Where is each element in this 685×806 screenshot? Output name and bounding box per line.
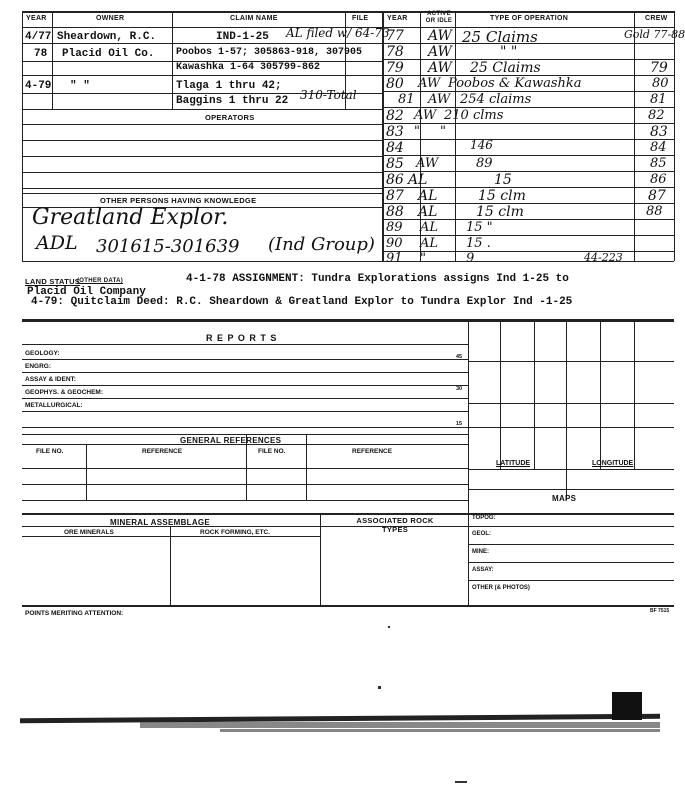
activity-status: ": [420, 251, 426, 266]
activity-operation: 15 .: [466, 236, 491, 251]
activity-crew: 80: [652, 76, 669, 91]
activity-operation: 89: [476, 156, 493, 171]
activity-operation: Poobos & Kawashka: [448, 76, 582, 91]
owner-row-3-claim: Kawashka 1-64 305799-862: [176, 62, 321, 73]
activity-year: 77: [386, 28, 404, 44]
side-num-30: 30: [456, 386, 463, 392]
scan-block-mark: [612, 692, 642, 720]
maps-title: MAPS: [552, 494, 577, 503]
activity-crew: 84: [650, 140, 667, 155]
report-engrg: ENGRG:: [25, 363, 51, 370]
baggins-handwritten-note: 310-Total: [300, 88, 357, 102]
owner-row-2-claim: Poobos 1-57; 305863-918, 307905: [176, 47, 363, 58]
activity-crew: 87: [648, 188, 666, 204]
header-year-2: YEAR: [387, 15, 408, 22]
activity-crew: 44-223: [584, 251, 623, 264]
owner-row-4-year: 4-79: [25, 80, 52, 92]
activity-operation: 15 clm: [476, 204, 524, 220]
activity-year: 85: [386, 156, 404, 172]
header-claim-name: CLAIM NAME: [230, 15, 278, 22]
activity-status: AL: [418, 188, 438, 204]
owner-row-1-owner: Sheardown, R.C.: [57, 31, 157, 43]
mineral-assemblage-title: MINERAL ASSEMBLAGE: [110, 518, 211, 527]
side-num-45: 45: [456, 354, 463, 360]
points-meriting-attention-label: POINTS MERITING ATTENTION:: [25, 610, 124, 617]
activity-status: AW: [418, 76, 441, 91]
activity-crew: 83: [650, 124, 668, 140]
activity-operation: 15 clm: [478, 188, 526, 204]
maps-topog: TOPOG:: [472, 515, 496, 521]
other-persons-label: OTHER PERSONS HAVING KNOWLEDGE: [100, 196, 257, 205]
reports-title: R E P O R T S: [206, 333, 278, 343]
activity-operation: 25 Claims: [470, 60, 541, 76]
activity-status: AL: [408, 172, 428, 188]
header-crew: CREW: [645, 15, 668, 22]
activity-operation: 146: [470, 138, 493, 152]
ref-col-reference-2: REFERENCE: [352, 448, 393, 455]
activity-year: 89: [386, 220, 403, 235]
activity-status: AW: [416, 156, 439, 171]
form-number: BF 7515: [650, 608, 670, 614]
header-active-idle: ACTIVE OR IDLE: [425, 11, 453, 24]
activity-crew: 86: [650, 172, 667, 187]
report-geophys: GEOPHYS. & GEOCHEM:: [25, 389, 104, 396]
maps-other: OTHER (& PHOTOS): [472, 585, 530, 591]
land-status-line-2: 4-79: Quitclaim Deed: R.C. Sheardown & Greatland Explor to Tundra Explor Ind -1-25: [31, 296, 573, 308]
ref-col-file-no-2: FILE NO.: [258, 448, 286, 455]
ref-col-file-no-1: FILE NO.: [36, 448, 64, 455]
activity-status: AL: [418, 204, 438, 220]
land-status-line-1: Placid Oil Company: [27, 286, 146, 298]
activity-year: 81: [398, 92, 415, 107]
other-persons-adl: ADL: [36, 232, 78, 254]
activity-status: AL: [420, 220, 439, 235]
land-status-assignment: 4-1-78 ASSIGNMENT: Tundra Explorations assigns Ind 1-25 to: [186, 273, 569, 285]
land-status-sublabel: (OTHER DATA): [77, 278, 124, 284]
activity-year: 86: [386, 172, 404, 188]
owner-row-2-year: 78: [34, 48, 48, 60]
activity-year: 79: [386, 60, 404, 76]
activity-year: 84: [386, 140, 404, 156]
report-assay: ASSAY & IDENT:: [25, 376, 76, 383]
owner-row-4-claim: Tlaga 1 thru 42;: [176, 80, 282, 92]
activity-year: 88: [386, 204, 404, 220]
activity-year: 90: [386, 236, 403, 251]
owner-row-1-year: 4/77: [25, 31, 52, 43]
activity-year: 78: [386, 44, 404, 60]
activity-operation: ": [440, 124, 446, 139]
activity-crew: 79: [650, 60, 668, 76]
activity-crew: 82: [648, 108, 665, 123]
header-owner: OWNER: [96, 15, 125, 22]
claim-handwritten-note: AL filed w/ 64-73: [286, 26, 390, 40]
owner-row-2-owner: Placid Oil Co.: [62, 48, 155, 60]
activity-crew: Gold 77-88: [624, 28, 685, 41]
land-status-label: LAND STATUS: [25, 277, 81, 286]
other-persons-adl-numbers: 301615-301639: [96, 236, 240, 257]
report-metallurgical: METALLURGICAL:: [25, 402, 83, 409]
general-references-title: GENERAL REFERENCES: [180, 436, 282, 445]
other-persons-ind-group: (Ind Group): [268, 234, 375, 255]
ref-col-reference-1: REFERENCE: [142, 448, 183, 455]
activity-operation: 25 Claims: [462, 28, 538, 46]
activity-crew: 81: [650, 92, 667, 107]
activity-status: ": [414, 124, 420, 139]
operators-label: OPERATORS: [205, 113, 255, 122]
activity-year: 83: [386, 124, 404, 140]
activity-operation: 15 ": [466, 220, 493, 235]
activity-year: 87: [386, 188, 404, 204]
activity-status: AW: [414, 108, 437, 123]
latitude-label: LATITUDE: [496, 460, 531, 467]
activity-year: 82: [386, 108, 404, 124]
activity-year: 80: [386, 76, 404, 92]
owner-row-4-owner: " ": [70, 80, 90, 92]
header-type-of-operation: TYPE OF OPERATION: [490, 15, 569, 22]
header-year: YEAR: [26, 15, 47, 22]
activity-operation: 254 claims: [460, 92, 532, 107]
activity-operation: " ": [500, 44, 518, 60]
activity-operation: 15: [494, 172, 512, 188]
activity-crew: 85: [650, 156, 667, 171]
activity-crew: 88: [646, 204, 663, 219]
activity-status: AW: [428, 60, 452, 76]
activity-status: AW: [428, 44, 452, 60]
activity-year: 91: [386, 251, 403, 266]
activity-operation: 9: [466, 251, 475, 266]
header-file: FILE: [352, 15, 369, 22]
longitude-label: LONGITUDE: [592, 460, 634, 467]
ore-minerals-label: ORE MINERALS: [64, 529, 114, 536]
maps-mine: MINE:: [472, 549, 489, 555]
maps-assay: ASSAY:: [472, 567, 494, 573]
owner-row-1-claim: IND-1-25: [216, 31, 269, 43]
report-geology: GEOLOGY:: [25, 350, 60, 357]
side-num-15: 15: [456, 421, 463, 427]
activity-status: AW: [428, 28, 452, 44]
activity-status: AW: [428, 92, 451, 107]
activity-operation: 210 clms: [444, 108, 504, 123]
associated-rock-types-label: ASSOCIATED ROCK TYPES: [356, 516, 434, 534]
other-persons-line-1: Greatland Explor.: [32, 205, 229, 230]
rock-forming-label: ROCK FORMING, ETC.: [200, 529, 271, 536]
maps-geol: GEOL:: [472, 531, 491, 537]
owner-row-5-claim: Baggins 1 thru 22: [176, 95, 289, 107]
activity-status: AL: [420, 236, 439, 251]
